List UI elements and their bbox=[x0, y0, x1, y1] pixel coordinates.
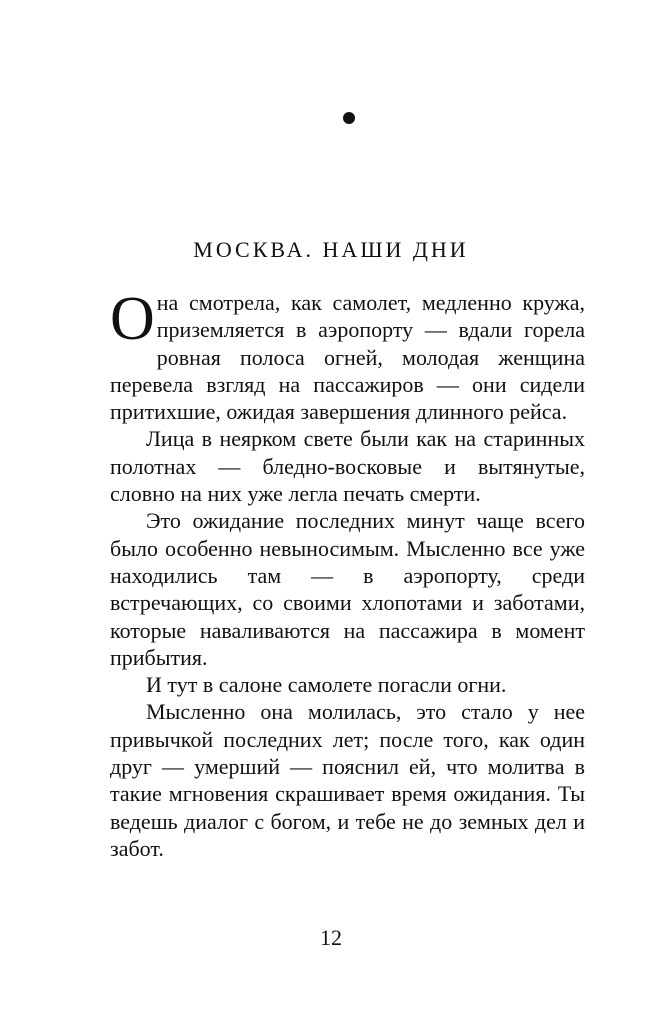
drop-cap: О bbox=[110, 285, 155, 353]
paragraph-4: И тут в салоне самолете погасли огни. bbox=[146, 672, 507, 698]
paragraph-2: Лица в неярком свете были как на старинных полотнах — бледно-восковые и вытянутые, словно на них уже легла печать смерти. bbox=[110, 426, 585, 507]
ornament-dot-icon bbox=[343, 112, 355, 124]
paragraph-3: Это ожидание последних минут чаще всего было особенно невыносимым. Мысленно все уже находились там — в аэропорту, среди встречающих, со своими хлопотами и заботами, которые наваливаются на пассажира в момент прибытия. bbox=[110, 508, 585, 670]
chapter-title: МОСКВА. НАШИ ДНИ bbox=[193, 237, 469, 262]
body-text bbox=[110, 285, 585, 862]
paragraph-1 bbox=[110, 285, 585, 425]
page-number: 12 bbox=[320, 925, 342, 950]
paragraph-1-text: на смотрела, как самолет, медленно кружа, приземляется в аэропорту — вдали горела ровная полоса огней, молодая женщина перевела взгляд на пассажиров — они сидели притихшие, ожидая завершения длинного рейса. bbox=[110, 290, 585, 425]
paragraph-5: Мысленно она молилась, это стало у нее привычкой последних лет; после того, как один друг — умерший — пояснил ей, что молитва в такие мгновения скрашивает время ожидания. Ты ведешь диалог с богом, и тебе не до земных дел и забот. bbox=[110, 699, 585, 861]
